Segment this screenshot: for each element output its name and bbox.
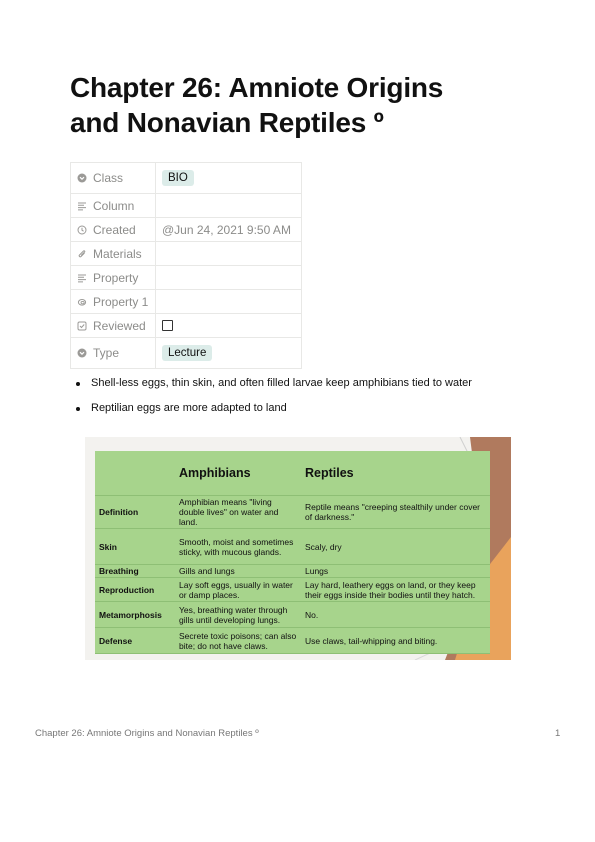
property-key-type: Type [71,338,156,368]
property-row-created [71,218,301,242]
table-row [95,529,490,565]
property-key-materials: Materials [71,242,156,265]
attachment-icon [77,249,87,259]
property-key-column: Column [71,194,156,217]
table-row [95,565,490,578]
property-value-materials[interactable] [156,242,162,265]
table-header-empty [95,451,175,496]
bullet-item: Reptilian eggs are more adapted to land [76,401,472,415]
amphibians-cell: Amphibian means "living double lives" on water and land. [175,496,301,529]
amphibians-cell: Lay soft eggs, usually in water or damp places. [175,578,301,602]
property-row-property-1 [71,290,301,314]
bullet-item: Shell-less eggs, thin skin, and often filled larvae keep amphibians tied to water [76,376,472,390]
reviewed-checkbox[interactable] [162,320,173,331]
row-label: Metamorphosis [95,602,175,628]
page-title-line-2: and Nonavian Reptiles º [70,107,384,138]
table-header-amphibians: Amphibians [175,451,301,496]
property-key-class: Class [71,163,156,193]
property-value-created: @Jun 24, 2021 9:50 AM [162,222,291,237]
property-key-property: Property [71,266,156,289]
row-label: Definition [95,496,175,529]
reptiles-cell: Lungs [301,565,490,578]
amphibians-cell: Secrete toxic poisons; can also bite; do not have claws. [175,628,301,654]
clock-icon [77,225,87,235]
amphibian-reptile-table [95,451,490,654]
page-title-line-1: Chapter 26: Amniote Origins [70,72,444,103]
reptiles-cell: Reptile means "creeping stealthily under cover of darkness." [301,496,490,529]
properties-table [70,162,302,369]
property-key-property-1: Property 1 [71,290,156,313]
type-tag[interactable]: Lecture [162,345,212,361]
select-icon [77,173,87,183]
property-row-property [71,266,301,290]
text-icon [77,201,87,211]
row-label: Defense [95,628,175,654]
property-row-column [71,194,301,218]
page-number: 1 [555,728,561,739]
amphibians-cell: Yes, breathing water through gills until developing lungs. [175,602,301,628]
reptiles-cell: Lay hard, leathery eggs on land, or they keep their eggs inside their bodies until they hatch. [301,578,490,602]
reptiles-cell: No. [301,602,490,628]
table-header-reptiles: Reptiles [301,451,490,496]
row-label: Skin [95,529,175,565]
property-row-materials [71,242,301,266]
table-row [95,578,490,602]
page-title [70,70,540,140]
table-row [95,628,490,654]
bullet-list [76,376,472,426]
footer-title: Chapter 26: Amniote Origins and Nonavian Reptiles º [35,728,259,739]
property-key-created: Created [71,218,156,241]
property-row-class [71,163,301,194]
amphibians-cell: Gills and lungs [175,565,301,578]
link-icon [77,297,87,307]
row-label: Reproduction [95,578,175,602]
property-row-type [71,338,301,369]
property-row-reviewed [71,314,301,338]
property-value-property[interactable] [156,266,162,289]
class-tag[interactable]: BIO [162,170,194,186]
text-icon [77,273,87,283]
property-key-reviewed: Reviewed [71,314,156,337]
amphibians-cell: Smooth, moist and sometimes sticky, with mucous glands. [175,529,301,565]
property-value-column[interactable] [156,194,162,217]
select-icon [77,348,87,358]
reptiles-cell: Use claws, tail-whipping and biting. [301,628,490,654]
checkbox-icon [77,321,87,331]
comparison-image [85,437,511,660]
reptiles-cell: Scaly, dry [301,529,490,565]
table-header-row [95,451,490,496]
property-value-property-1[interactable] [156,290,162,313]
table-row [95,496,490,529]
row-label: Breathing [95,565,175,578]
table-row [95,602,490,628]
